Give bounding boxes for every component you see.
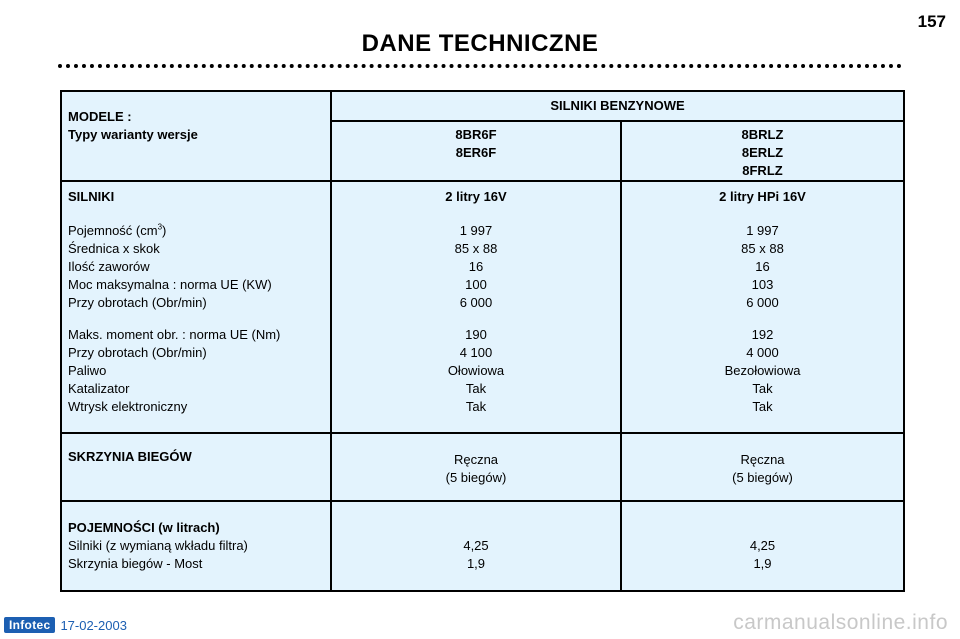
spec-value: 4 000 <box>746 345 779 360</box>
infotec-logo: Infotec <box>4 617 55 633</box>
spec-value: 192 <box>751 327 774 342</box>
model-code: 8BRLZ <box>741 127 784 142</box>
engines-col1 <box>331 181 621 433</box>
torque-rpm-label: Przy obrotach (Obr/min) <box>68 345 207 360</box>
spec-value: 6 000 <box>459 295 493 310</box>
page-number: 157 <box>917 12 946 31</box>
spec-value: Tak <box>465 399 487 414</box>
gearbox-col2 <box>621 433 904 501</box>
engines-col2 <box>621 181 904 433</box>
gearbox-col1 <box>331 433 621 501</box>
max-torque-label: Maks. moment obr. : norma UE (Nm) <box>68 327 281 342</box>
spec-value: Tak <box>752 381 773 396</box>
spec-value: Tak <box>752 399 773 414</box>
model-code: 8ER6F <box>455 145 497 160</box>
spec-table <box>60 90 905 592</box>
footer-date: 17-02-2003 <box>60 617 127 633</box>
engine-name: 2 litry 16V <box>445 189 507 204</box>
capacities-heading: POJEMNOŚCI (w litrach) <box>68 520 220 535</box>
spec-value: 4,25 <box>749 538 776 553</box>
engines-labels <box>61 181 331 433</box>
spec-value: 1,9 <box>466 556 486 571</box>
power-rpm-label: Przy obrotach (Obr/min) <box>68 295 207 310</box>
spec-value: Ręczna <box>740 452 785 467</box>
gearbox-label-cell <box>61 433 331 501</box>
fuel-label: Paliwo <box>68 363 107 378</box>
spec-value: 1 997 <box>746 223 779 238</box>
capacities-col2 <box>621 501 904 591</box>
table-row <box>61 433 904 501</box>
model-code: 8FRLZ <box>742 163 783 178</box>
table-row <box>61 501 904 591</box>
spec-value: 16 <box>468 259 484 274</box>
model-code: 8BR6F <box>455 127 497 142</box>
spec-value: Bezołowiowa <box>724 363 801 378</box>
injection-label: Wtrysk elektroniczny <box>68 399 188 414</box>
capacities-label-cell <box>61 501 331 591</box>
valves-label: Ilość zaworów <box>68 259 150 274</box>
spec-value: 4,25 <box>463 538 489 553</box>
engine-name: 2 litry HPi 16V <box>719 189 806 204</box>
spec-value: 100 <box>465 277 487 292</box>
models-col2 <box>621 121 904 181</box>
spec-value: 4 100 <box>459 345 493 360</box>
spec-value: 85 x 88 <box>741 241 784 256</box>
spec-value: Tak <box>465 381 487 396</box>
engines-heading: SILNIKI <box>68 189 115 204</box>
spec-value: 6 000 <box>746 295 779 310</box>
catalyst-label: Katalizator <box>68 381 130 396</box>
spec-value: 1,9 <box>753 556 772 571</box>
models-label: MODELE : <box>68 109 132 124</box>
gearbox-oil-label: Skrzynia biegów - Most <box>68 556 203 571</box>
models-col1 <box>331 121 621 181</box>
title-divider <box>58 64 902 68</box>
watermark: carmanualsonline.info <box>733 611 948 634</box>
page-title: DANE TECHNICZNE <box>361 30 599 57</box>
spec-value: 85 x 88 <box>454 241 498 256</box>
petrol-engines-header: SILNIKI BENZYNOWE <box>331 91 904 121</box>
spec-value: 1 997 <box>459 223 493 238</box>
model-code: 8ERLZ <box>741 145 784 160</box>
models-label-cell <box>61 91 331 181</box>
spec-value: (5 biegów) <box>732 470 793 485</box>
models-sublabel: Typy warianty wersje <box>68 127 198 142</box>
footer <box>4 617 127 633</box>
displacement-label: Pojemność $(cm^3)$ <box>68 222 167 238</box>
table-row <box>61 181 904 433</box>
spec-value: 190 <box>465 327 487 342</box>
spec-value: 103 <box>751 277 774 292</box>
capacities-col1 <box>331 501 621 591</box>
bore-stroke-label: Średnica x skok <box>68 241 160 256</box>
engine-oil-label: Silniki (z wymianą wkładu filtra) <box>68 538 248 553</box>
spec-value: Ołowiowa <box>447 363 505 378</box>
spec-value: Ręczna <box>453 452 499 467</box>
max-power-label: Moc maksymalna : norma UE (KW) <box>68 277 272 292</box>
table-row <box>61 91 904 121</box>
gearbox-heading: SKRZYNIA BIEGÓW <box>68 449 192 464</box>
spec-value: 16 <box>755 259 770 274</box>
spec-value: (5 biegów) <box>445 470 507 485</box>
